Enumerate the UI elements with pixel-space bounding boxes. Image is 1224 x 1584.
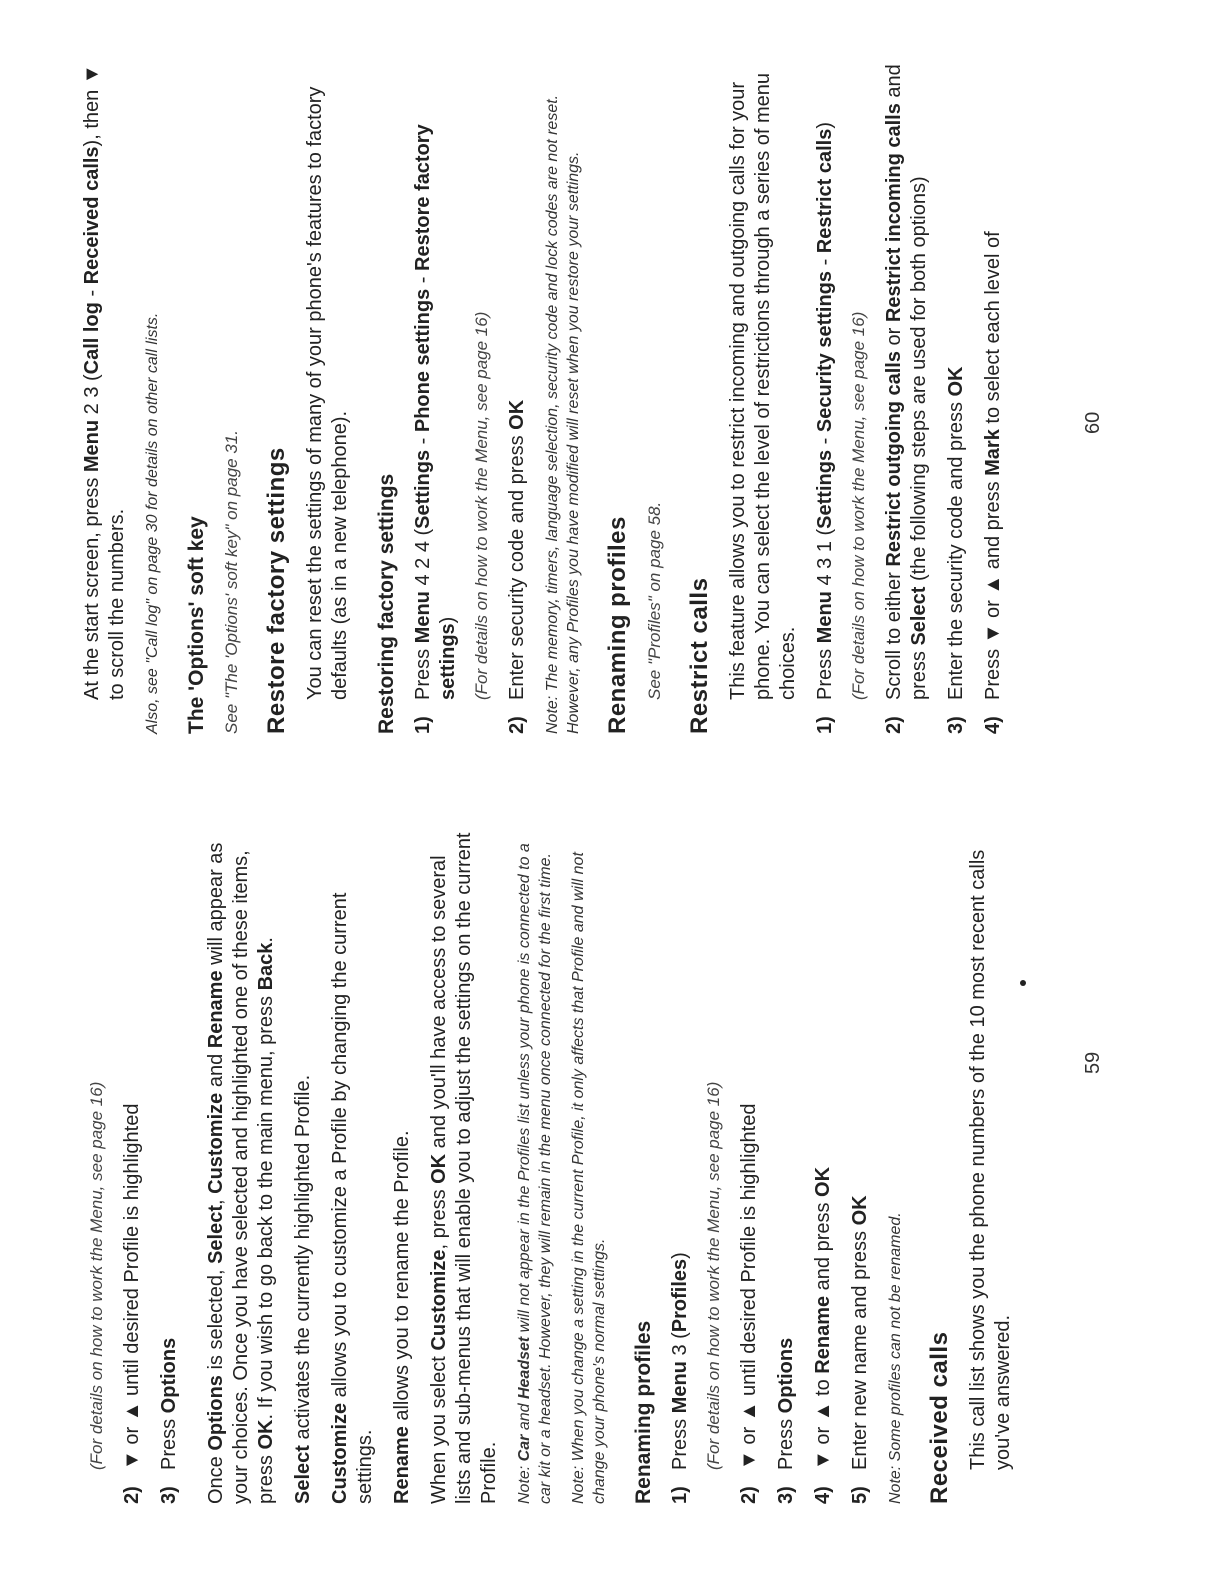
- options-soft-key-heading: The 'Options' soft key: [185, 516, 208, 734]
- arrow-up-icon: ▲: [738, 1401, 760, 1422]
- step-number: 4): [812, 1486, 834, 1504]
- restore-factory-settings-heading: Restore factory settings: [263, 447, 290, 734]
- step-number: 3): [775, 1486, 797, 1504]
- profiles-reference: See "Profiles" on page 58.: [645, 501, 664, 700]
- received-calls-instructions: At the start screen, press Menu 2 3 (Call log - Received calls), then ▼ to scroll the numbers.: [81, 64, 128, 700]
- arrow-down-icon: ▼: [81, 64, 103, 85]
- rename-paragraph: Rename allows you to rename the Profile.: [391, 1130, 413, 1504]
- call-log-reference: Also, see "Call log" on page 30 for details on other call lists.: [144, 312, 161, 734]
- restore-factory-paragraph: You can reset the settings of many of your phone's features to factory defaults (as in a new telephone).: [304, 86, 351, 700]
- select-paragraph: Select activates the currently highlighted Profile.: [292, 1074, 314, 1504]
- page-59: [0, 814, 1224, 1504]
- rename-step-4: 4) ▼ or ▲ to Rename and press OK: [812, 1166, 834, 1504]
- received-calls-paragraph: This call list shows you the phone numbers of the 10 most recent calls you've answered.: [967, 849, 1014, 1470]
- restrict-step-4: 4) Press ▼ or ▲ and press Mark to select each level of: [982, 231, 1004, 734]
- arrow-up-icon: ▲: [121, 1401, 143, 1422]
- bullet-mark: [1020, 980, 1026, 986]
- customize-paragraph: Customize allows you to customize a Profile by changing the current settings.: [329, 892, 376, 1504]
- received-calls-heading: Received calls: [926, 1331, 953, 1504]
- step-number: 2): [121, 1486, 143, 1504]
- restrict-step-1: 1) Press Menu 4 3 1 (Settings - Security settings - Restrict calls) (For details on how to work the Menu, see page 16): [813, 54, 870, 734]
- restrict-calls-heading: Restrict calls: [686, 577, 713, 734]
- arrow-down-icon: ▼: [812, 1450, 834, 1470]
- page-60-content: [80, 54, 1018, 734]
- step-3: 3) Press Options: [158, 1337, 180, 1504]
- note-profile-setting: Note: When you change a setting in the current Profile, it only affects that Profile and will not change your phone's normal settings.: [570, 852, 608, 1504]
- renaming-profiles-heading: Renaming profiles: [632, 1320, 655, 1504]
- arrow-up-icon: ▲: [982, 574, 1004, 595]
- step-2: 2) ▼ or ▲ until desired Profile is highlighted: [121, 1103, 143, 1504]
- restrict-calls-paragraph: This feature allows you to restrict incoming and outgoing calls for your phone. You can select the level of restrictions through a series of menu choices.: [727, 72, 799, 700]
- restore-step-2: 2) Enter security code and press OK: [506, 399, 528, 734]
- rename-step-3: 3) Press Options: [775, 1337, 797, 1504]
- restrict-step-3: 3) Enter the security code and press OK: [945, 366, 967, 734]
- rename-step-5: 5) Enter new name and press OK: [849, 1195, 871, 1504]
- menu-details-reference: (For details on how to work the Menu, see page 16): [472, 311, 491, 700]
- note-restore-settings: Note: The memory, timers, language selection, security code and lock codes are not reset. However, any Profiles you have modified will reset when you restore your settings.: [544, 94, 582, 734]
- restore-step-1: 1) Press Menu 4 2 4 (Settings - Phone settings - Restore factory settings) (For details on how to work the Menu, see page 16): [411, 54, 493, 734]
- restoring-factory-settings-heading: Restoring factory settings: [375, 473, 398, 734]
- menu-details-reference: (For details on how to work the Menu, see page 16): [87, 1081, 106, 1470]
- page-59-content: [86, 824, 1028, 1504]
- options-paragraph: Once Options is selected, Select, Customize and Rename will appear as your choices. Once you have selected and highlighted one of these items, press OK. If you wish to go back to the main menu, press Back.: [205, 842, 277, 1504]
- restrict-step-2: 2) Scroll to either Restrict outgoing calls or Restrict incoming calls and press Select (the following steps are used for both options): [883, 64, 930, 734]
- rename-step-1: 1) Press Menu 3 (Profiles) (For details on how to work the Menu, see page 16): [668, 824, 725, 1504]
- arrow-down-icon: ▼: [982, 623, 1004, 644]
- step-number: 1): [669, 1486, 691, 1504]
- renaming-profiles-heading: Renaming profiles: [604, 516, 631, 734]
- note-profiles-not-renamed: Note: Some profiles can not be renamed.: [887, 1212, 904, 1504]
- menu-details-reference: (For details on how to work the Menu, see page 16): [704, 1081, 723, 1470]
- page-number: 60: [1082, 411, 1104, 434]
- step-number: 3): [158, 1486, 180, 1504]
- options-soft-key-reference: See "The 'Options' soft key" on page 31.: [222, 430, 241, 734]
- page-60: [0, 44, 1224, 734]
- step-number: 2): [738, 1486, 760, 1504]
- note-car-headset: Note: Car and Headset will not appear in the Profiles list unless your phone is connected to a car kit or a headset. However, they will remain in the menu once connected for the first time.: [516, 843, 554, 1504]
- page-number: 59: [1082, 1051, 1104, 1074]
- step-number: 4): [982, 716, 1004, 734]
- step-number: 3): [945, 716, 967, 734]
- rename-step-2: 2) ▼ or ▲ until desired Profile is highlighted: [738, 1103, 760, 1504]
- arrow-down-icon: ▼: [121, 1450, 143, 1470]
- arrow-up-icon: ▲: [812, 1401, 834, 1422]
- customize-detail-paragraph: When you select Customize, press OK and you'll have access to several lists and sub-menus that will enable you to adjust the settings on the current Profile.: [428, 832, 500, 1504]
- step-number: 2): [883, 716, 905, 734]
- step-number: 1): [412, 716, 434, 734]
- menu-details-reference: (For details on how to work the Menu, see page 16): [849, 311, 868, 700]
- arrow-down-icon: ▼: [738, 1450, 760, 1470]
- step-number: 5): [849, 1486, 871, 1504]
- step-number: 2): [506, 716, 528, 734]
- step-number: 1): [814, 716, 836, 734]
